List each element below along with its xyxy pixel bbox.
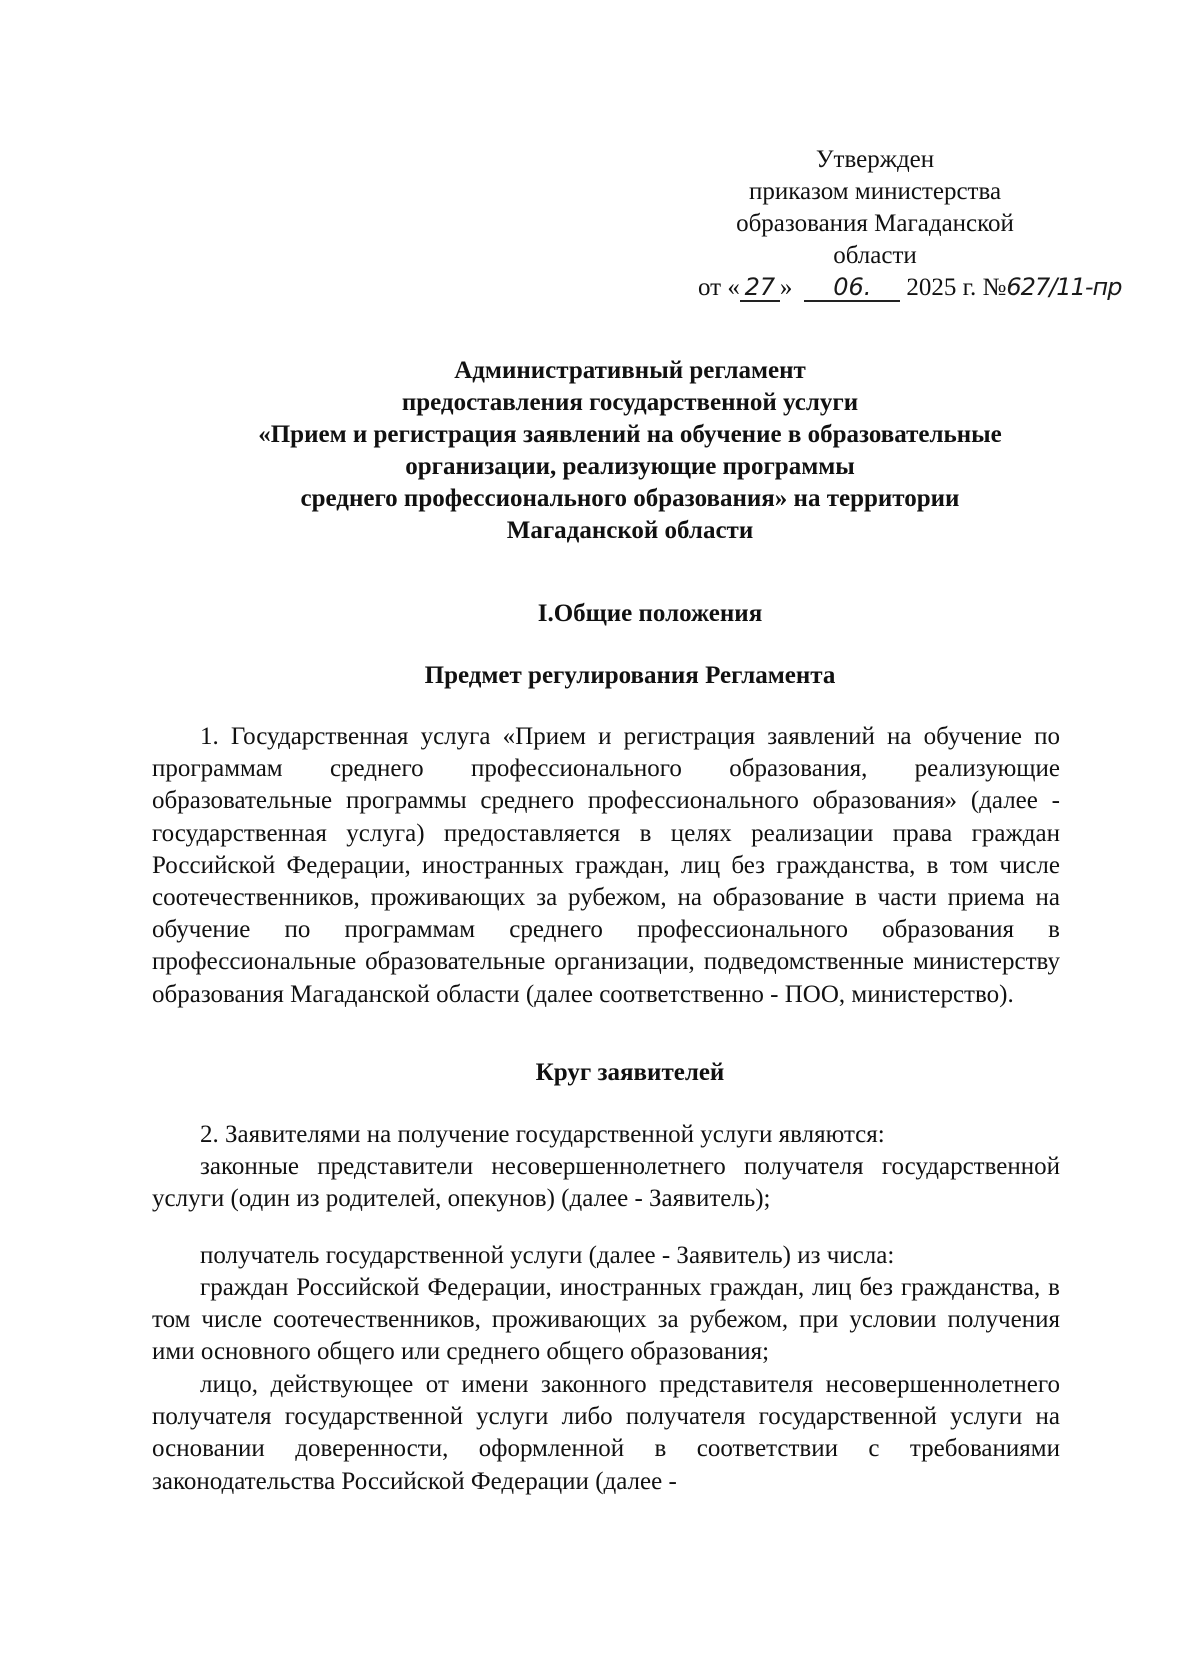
paragraph-4: получатель государственной услуги (далее - Заявитель) из числа: <box>200 1242 895 1269</box>
date-mid: » <box>779 274 793 301</box>
approval-date-line <box>698 272 1170 304</box>
title-line-5: среднего профессионального образования» на территории <box>300 485 960 512</box>
approval-line-1: Утвержден <box>815 146 935 173</box>
handwritten-day: 27 <box>740 274 780 302</box>
handwritten-order-number: 627/11-пр <box>1006 273 1122 301</box>
paragraph-6: лицо, действующее от имени законного представителя несовершеннолетнего получателя государственной услуги либо получателя государственной услуги на основании доверенности, оформленной в соответствии с требованиями законодательства Российской Федерации (далее - <box>152 1371 1060 1495</box>
title-line-3: «Прием и регистрация заявлений на обучение в образовательные <box>258 421 1002 448</box>
approval-line-2: приказом министерства <box>748 178 1002 205</box>
approval-line-3: образования Магаданской <box>736 210 1014 237</box>
approval-block <box>700 144 1170 304</box>
paragraph-1: 1. Государственная услуга «Прием и регистрация заявлений на обучение по программам среднего профессионального образования, реализующие образовательные программы среднего профессионального образования» (далее - государственная услуга) предоставляется в целях реализации права граждан Российской Федерации, иностранных граждан, лиц без гражданства, в том числе соотечественников, проживающих за рубежом, на образование в части приема на обучение по программам среднего профессионального образования в профессиональные образовательные организации, подведомственные министерству образования Магаданской области (далее соответственно - ПОО, министерство). <box>152 723 1060 1008</box>
section-heading-applicants: Круг заявителей <box>535 1059 725 1086</box>
paragraph-3: законные представители несовершеннолетнего получателя государственной услуги (один из родителей, опекунов) (далее - Заявитель); <box>152 1153 1060 1213</box>
section-heading-subject: Предмет регулирования Регламента <box>424 662 836 689</box>
title-line-1: Административный регламент <box>454 357 806 384</box>
paragraph-2: 2. Заявителями на получение государственной услуги являются: <box>200 1121 885 1148</box>
paragraph-5: граждан Российской Федерации, иностранных граждан, лиц без гражданства, в том числе соотечественников, проживающих за рубежом, при условии получения ими основного общего или среднего общего образования; <box>152 1274 1060 1366</box>
handwritten-month: 06. <box>804 274 900 302</box>
date-prefix: от « <box>698 274 740 301</box>
title-line-4: организации, реализующие программы <box>405 453 855 480</box>
approval-line-4: области <box>833 242 917 269</box>
date-year: 2025 г. № <box>906 274 1007 301</box>
section-heading-general: I.Общие положения <box>537 600 763 627</box>
title-line-2: предоставления государственной услуги <box>401 389 859 416</box>
document-title <box>150 355 1110 547</box>
title-line-6: Магаданской области <box>506 517 754 544</box>
